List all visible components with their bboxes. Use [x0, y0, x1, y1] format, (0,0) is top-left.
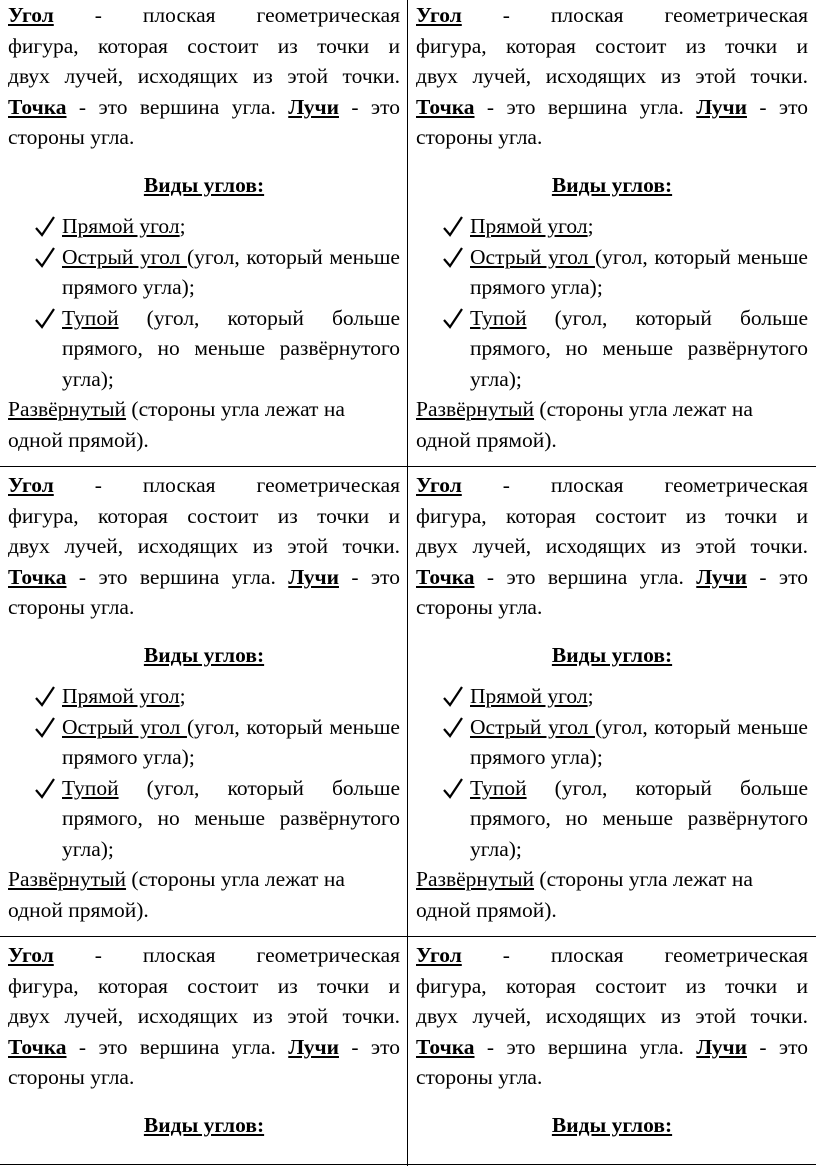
straight-angle-line: Развёрнутый (стороны угла лежат на: [8, 397, 345, 421]
row-divider: [0, 936, 816, 937]
term-point: Точка: [8, 94, 67, 119]
angle-card: [8, 940, 400, 1166]
angle-types-list: [8, 211, 400, 394]
term-point: Точка: [416, 94, 475, 119]
term-angle: Угол: [8, 473, 54, 497]
term-point: Точка: [416, 1034, 475, 1059]
sides-line: стороны угла.: [8, 1065, 135, 1089]
definition-line: двух лучей, исходящих из этой точки.: [416, 1004, 808, 1028]
row-divider: [0, 466, 816, 467]
definition-line: двух лучей, исходящих из этой точки.: [416, 64, 808, 88]
point-rays-line: Точка - это вершина угла. Лучи - это: [8, 1034, 400, 1059]
definition-line: двух лучей, исходящих из этой точки.: [416, 534, 808, 558]
list-item: Острый угол (угол, который меньше прямого угла);: [470, 712, 808, 773]
term-rays: Лучи: [696, 564, 747, 589]
term-point: Точка: [416, 564, 475, 589]
definition-line: Угол - плоская геометрическая: [416, 3, 808, 27]
definition-line: фигура, которая состоит из точки и: [8, 503, 400, 528]
angle-card: [8, 0, 400, 465]
list-item: Тупой (угол, который больше прямого, но меньше развёрнутого угла);: [62, 773, 400, 865]
sides-line: стороны угла.: [8, 595, 135, 619]
term-rays: Лучи: [288, 1034, 339, 1059]
term-angle: Угол: [8, 3, 54, 27]
sides-line: стороны угла.: [416, 595, 543, 619]
definition-line: Угол - плоская геометрическая: [8, 3, 400, 27]
list-item: Прямой угол;: [62, 211, 400, 242]
term-rays: Лучи: [288, 564, 339, 589]
sides-line: стороны угла.: [416, 125, 543, 149]
types-heading: Виды углов:: [143, 172, 265, 197]
straight-angle-line: одной прямой).: [8, 897, 149, 922]
definition-line: фигура, которая состоит из точки и: [8, 973, 400, 998]
list-item: Прямой угол;: [470, 211, 808, 242]
sides-line: стороны угла.: [8, 125, 135, 149]
checkmark-icon: [34, 681, 56, 711]
checkmark-icon: [442, 712, 464, 742]
term-angle: Угол: [416, 943, 462, 967]
list-item: Прямой угол;: [470, 681, 808, 712]
list-item: Прямой угол;: [62, 681, 400, 712]
term-point: Точка: [8, 1034, 67, 1059]
straight-angle-line: одной прямой).: [416, 427, 557, 452]
column-divider: [407, 0, 408, 1166]
angle-card: [416, 940, 808, 1166]
angle-card: [8, 470, 400, 935]
point-rays-line: Точка - это вершина угла. Лучи - это: [416, 94, 808, 119]
definition-line: фигура, которая состоит из точки и: [416, 503, 808, 528]
checkmark-icon: [442, 681, 464, 711]
checkmark-icon: [442, 303, 464, 333]
checkmark-icon: [34, 712, 56, 742]
list-item: Острый угол (угол, который меньше прямого угла);: [62, 712, 400, 773]
term-rays: Лучи: [696, 94, 747, 119]
angle-card: [416, 470, 808, 935]
types-heading: Виды углов:: [551, 172, 673, 197]
straight-angle-line: Развёрнутый (стороны угла лежат на: [8, 867, 345, 891]
checkmark-icon: [34, 242, 56, 272]
list-item: Тупой (угол, который больше прямого, но меньше развёрнутого угла);: [470, 303, 808, 395]
term-angle: Угол: [416, 473, 462, 497]
definition-line: фигура, которая состоит из точки и: [416, 33, 808, 58]
definition-line: двух лучей, исходящих из этой точки.: [8, 1004, 400, 1028]
angle-types-list: [8, 681, 400, 864]
checkmark-icon: [34, 211, 56, 241]
definition-line: фигура, которая состоит из точки и: [416, 973, 808, 998]
point-rays-line: Точка - это вершина угла. Лучи - это: [8, 564, 400, 589]
straight-angle-line: Развёрнутый (стороны угла лежат на: [416, 867, 753, 891]
definition-line: двух лучей, исходящих из этой точки.: [8, 64, 400, 88]
types-heading: Виды углов:: [143, 642, 265, 667]
types-heading: Виды углов:: [551, 1112, 673, 1137]
point-rays-line: Точка - это вершина угла. Лучи - это: [416, 1034, 808, 1059]
term-point: Точка: [8, 564, 67, 589]
checkmark-icon: [34, 773, 56, 803]
definition-line: двух лучей, исходящих из этой точки.: [8, 534, 400, 558]
point-rays-line: Точка - это вершина угла. Лучи - это: [416, 564, 808, 589]
straight-angle-line: одной прямой).: [416, 897, 557, 922]
straight-angle-line: Развёрнутый (стороны угла лежат на: [416, 397, 753, 421]
list-item: Острый угол (угол, который меньше прямого угла);: [62, 242, 400, 303]
term-angle: Угол: [8, 943, 54, 967]
definition-line: Угол - плоская геометрическая: [8, 473, 400, 497]
sides-line: стороны угла.: [416, 1065, 543, 1089]
list-item: Тупой (угол, который больше прямого, но меньше развёрнутого угла);: [470, 773, 808, 865]
angle-card: [416, 0, 808, 465]
checkmark-icon: [442, 211, 464, 241]
checkmark-icon: [34, 303, 56, 333]
term-angle: Угол: [416, 3, 462, 27]
definition-line: фигура, которая состоит из точки и: [8, 33, 400, 58]
checkmark-icon: [442, 773, 464, 803]
angle-types-list: [416, 681, 808, 864]
types-heading: Виды углов:: [551, 642, 673, 667]
point-rays-line: Точка - это вершина угла. Лучи - это: [8, 94, 400, 119]
definition-line: Угол - плоская геометрическая: [416, 943, 808, 967]
straight-angle-line: одной прямой).: [8, 427, 149, 452]
definition-line: Угол - плоская геометрическая: [8, 943, 400, 967]
term-rays: Лучи: [696, 1034, 747, 1059]
checkmark-icon: [442, 242, 464, 272]
angle-types-list: [416, 211, 808, 394]
types-heading: Виды углов:: [143, 1112, 265, 1137]
term-rays: Лучи: [288, 94, 339, 119]
list-item: Тупой (угол, который больше прямого, но меньше развёрнутого угла);: [62, 303, 400, 395]
definition-line: Угол - плоская геометрическая: [416, 473, 808, 497]
list-item: Острый угол (угол, который меньше прямого угла);: [470, 242, 808, 303]
